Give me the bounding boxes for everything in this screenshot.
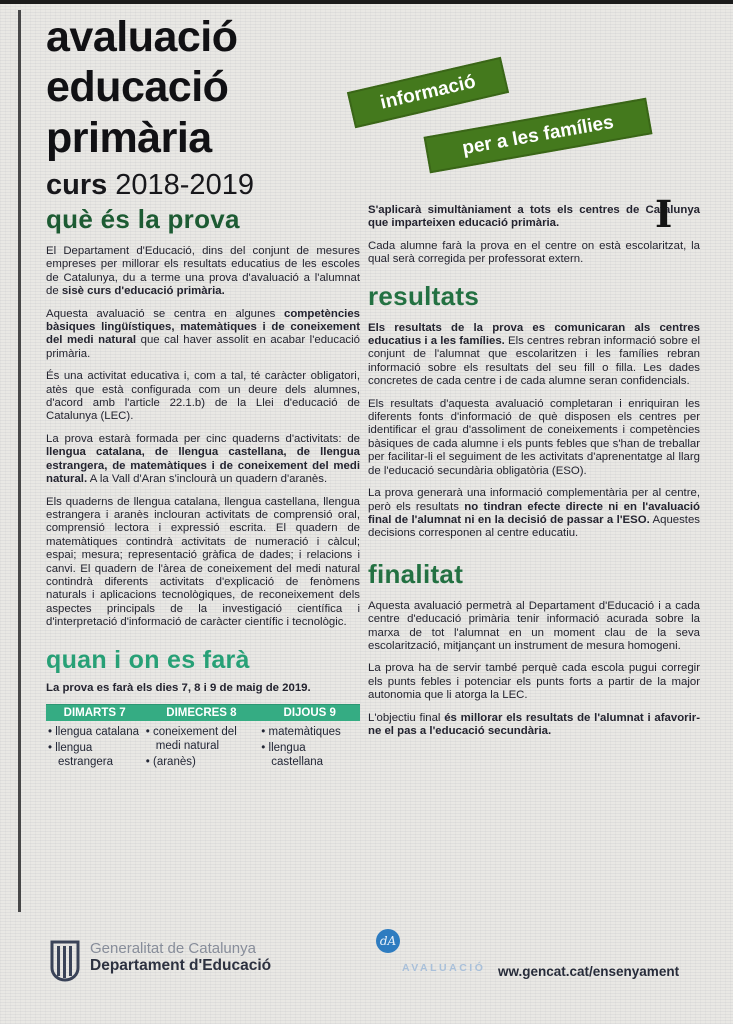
wednesday-subjects	[144, 725, 260, 771]
paragraph: És una activitat educativa i, com a tal, té caràcter obligatori, atès que està configurada com un deure dels alumnes, d'acord amb l'article 22.1.b) de la Llei d'educació de Catalunya (LEC).	[46, 370, 360, 423]
families-banner-label: per a les famílies	[460, 111, 616, 159]
paragraph: Cada alumne farà la prova en el centre on està escolaritzat, la qual serà corregida per professorat extern.	[368, 239, 700, 266]
page-title-line-1: avaluació	[46, 13, 238, 61]
paragraph: La prova generarà una informació complementària per al centre, però els resultats no tindran efecte directe ni en l'avaluació final de l'alumnat ni en la decisió de passar a l'ESO. Aquestes decisions corresponen al centre educatiu.	[368, 487, 701, 540]
tuesday-subjects	[46, 725, 144, 771]
paragraph: Aquesta avaluació permetrà al Departament d'Educació i a cada centre d'educació primària tenir informació acurada sobre la marxa de tot l'alumnat en un moment clau de la seva escolarització, mitjançant un instrument de mesura homogeni.	[368, 599, 700, 652]
page-title-line-3: primària	[46, 113, 212, 162]
subject-item: • llengua castellana	[261, 741, 356, 769]
subject-item: • coneixement del medi natural	[146, 725, 256, 753]
page-title-line-2: educació	[46, 63, 229, 112]
government-signature	[50, 940, 271, 982]
section-title-results: resultats	[368, 280, 480, 311]
schedule-table-body	[46, 721, 360, 771]
generalitat-shield-icon	[50, 940, 80, 982]
paragraph: Els resultats de la prova es comunicaran als centres educatius i a les famílies. Els centres rebran informació sobre el conjunt de l'alumnat que escolaritzen i les famílies rebran informació sobre els resultats del seu fill o filla. Les dades concretes de cada centre i de cada alumne seran confidencials.	[368, 321, 701, 388]
thursday-subjects	[259, 725, 360, 771]
subject-item: • llengua estrangera	[48, 741, 140, 769]
paragraph: La prova estarà formada per cinc quaderns d'activitats: de llengua catalana, de llengua castellana, de llengua estrangera, de matemàtiques i de coneixement del medi natural. A la Vall d'Aran s'inclourà un quadern d'aranès.	[46, 432, 360, 486]
paragraph: Aquesta avaluació se centra en algunes competències bàsiques lingüístiques, matemàtiques i de coneixement del medi natural que cal haver assolit en acabar l'educació primària.	[46, 307, 360, 360]
section-title-when-and-where: quan i on es farà	[46, 645, 250, 674]
course-value: 2018-2019	[115, 168, 254, 201]
course-year	[46, 169, 376, 202]
column-header-thursday-9: DIJOUS 9	[283, 706, 336, 719]
schedule-table-header-row	[46, 704, 360, 721]
department-name: Departament d'Educació	[90, 957, 272, 975]
paragraph: Els resultats d'aquesta avaluació completaran i enriquiran les diferents fonts d'informació de què disposen els centres per identificar el grau d'assoliment de coneixements i competències bàsiques de cada alumne i els punts febles que s'han de treballar per facilitar-li el seguiment de les activitats d'aprenentatge al llarg de l'educació secundària obligatòria (ESO).	[368, 397, 700, 477]
evaluation-logo	[376, 929, 486, 974]
paragraph: El Departament d'Educació, dins del conjunt de mesures empreses per millorar els resultats educatius de les escoles de Catalunya, du a terme una prova d'avaluació a l'alumnat de sisè curs d'educació primària.	[46, 245, 360, 298]
subject-item: • (aranès)	[146, 755, 256, 769]
info-banner-label: informació	[378, 70, 478, 114]
column-header-wednesday-8: DIMECRES 8	[166, 706, 237, 719]
test-dates-line: La prova es farà els dies 7, 8 i 9 de maig de 2019.	[46, 681, 311, 694]
section-title-purpose: finalitat	[368, 558, 464, 589]
subject-item: • llengua catalana	[48, 725, 140, 739]
paragraph: Els quaderns de llengua catalana, llengua castellana, llengua estrangera i aranès inclouran activitats de comprensió oral, comprensió lectora i expressió escrita. El quadern de matemàtiques contindrà activitats de numeració i càlcul; espai; mesura; representació gràfica de dades; i relacions i canvi. El quadern de l'àrea de coneixement del medi natural contindrà diferents activitats d'explicació de fenòmens naturals i aplicacions tecnològiques, de reconeixement dels aspectes principals de la investigació científica i d'interpretació d'informació de caràcter científic i tecnològic.	[46, 495, 360, 629]
website-url: ww.gencat.cat/ensenyament	[498, 964, 680, 979]
families-banner	[424, 98, 653, 174]
evaluation-logo-caption: AVALUACIÓ	[402, 962, 486, 974]
course-label: curs	[46, 168, 108, 201]
government-signature-text	[90, 940, 271, 976]
scan-top-edge	[0, 0, 733, 4]
paragraph: S'aplicarà simultàniament a tots els centres de Catalunya que imparteixen educació primària.	[368, 204, 700, 230]
evaluation-logo-icon: dA	[376, 929, 400, 953]
section-title-what-is-the-test: què és la prova	[46, 204, 240, 234]
right-column	[368, 204, 700, 747]
text-cursor-ibeam-icon: I	[655, 192, 673, 236]
paragraph: L'objectiu final és millorar els resultats de l'alumnat i afavorir-ne el pas a l'educació secundària.	[368, 711, 700, 737]
column-header-tuesday-7: DIMARTS 7	[63, 706, 126, 719]
government-name: Generalitat de Catalunya	[90, 940, 256, 957]
paragraph: La prova ha de servir també perquè cada escola pugui corregir els punts febles i potenciar els punts forts a partir de la major autonomia que li atorga la LEC.	[368, 662, 700, 702]
subject-item: • matemàtiques	[261, 725, 356, 739]
left-column	[46, 204, 360, 771]
title-block	[46, 12, 376, 202]
scan-left-edge	[18, 10, 21, 912]
schedule-table	[46, 704, 360, 771]
